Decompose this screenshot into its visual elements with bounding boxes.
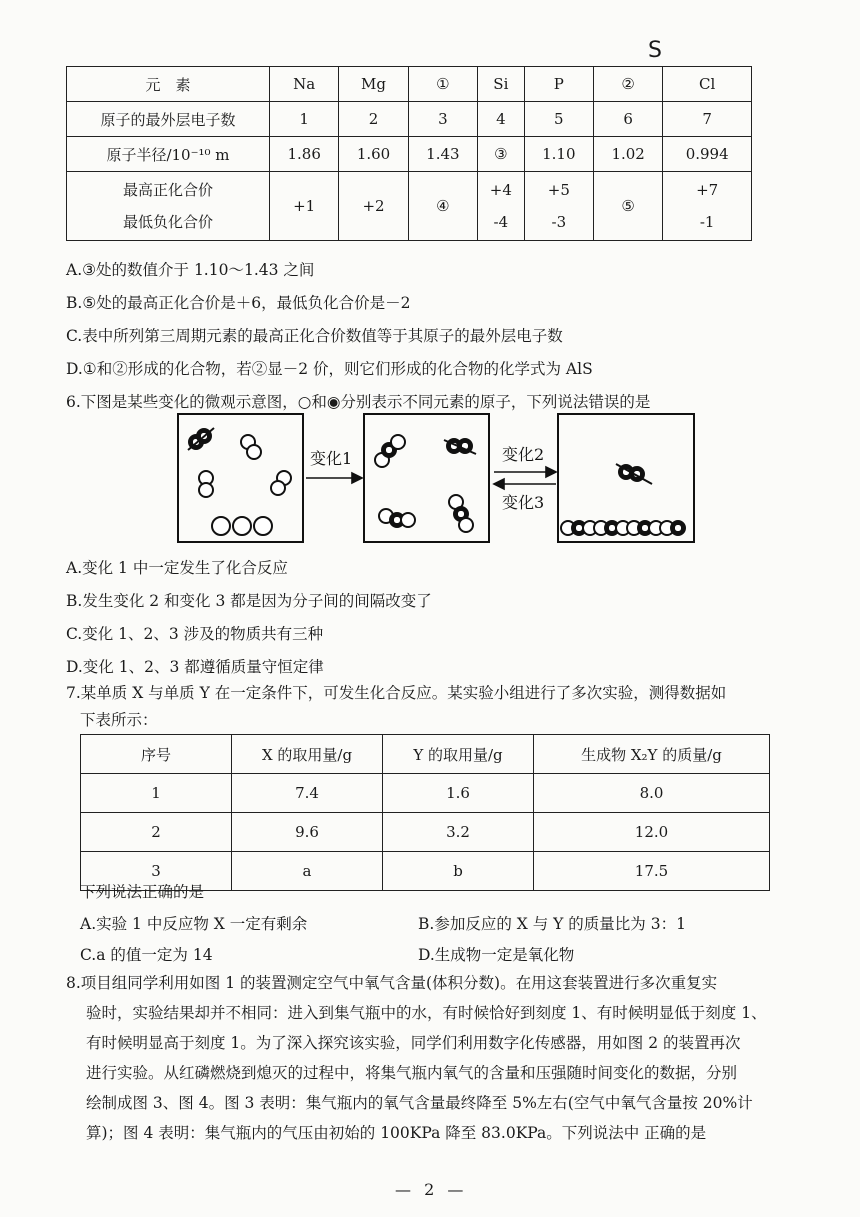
molecules-box-2 — [375, 435, 476, 532]
table-cell: a — [232, 852, 383, 891]
table-header-cell: X 的取用量/g — [232, 735, 383, 774]
q6-option-c: C.变化 1、2、3 涉及的物质共有三种 — [66, 625, 324, 643]
table-header-cell: ① — [408, 67, 477, 102]
table-row — [67, 67, 752, 102]
valence-value: +7 — [696, 181, 719, 199]
q7-question: 下列说法正确的是 — [80, 883, 205, 901]
q7-option-c: C.a 的值一定为 14 — [80, 946, 213, 964]
q7-stem-line2: 下表所示： — [80, 711, 158, 729]
table-cell: b — [383, 852, 534, 891]
q5-option-a: A.③处的数值介于 1.10～1.43 之间 — [66, 261, 315, 279]
table-row — [81, 735, 770, 774]
q8-paragraph — [66, 968, 776, 1148]
page-number: — 2 — — [395, 1180, 468, 1199]
q6-stem: 6.下图是某些变化的微观示意图，○和◉分别表示不同元素的原子，下列说法错误的是 — [66, 393, 651, 411]
q5-option-b: B.⑤处的最高正化合价是＋6，最低负化合价是－2 — [66, 294, 411, 312]
table-cell: 17.5 — [534, 852, 770, 891]
table-cell: 1.6 — [383, 774, 534, 813]
q8-line: 验时，实验结果却并不相同：进入到集气瓶中的水，有时候恰好到刻度 1、有时候明显低于刻度 1、 — [86, 1004, 767, 1022]
table-row — [67, 172, 752, 241]
table-cell — [478, 172, 525, 241]
valence-high-label: 最高正化合价 — [122, 181, 213, 199]
table-cell: 3.2 — [383, 813, 534, 852]
table-cell: 1 — [270, 102, 339, 137]
molecules-box-1 — [188, 428, 291, 535]
table-cell: 3 — [408, 102, 477, 137]
table-cell: 6 — [593, 102, 662, 137]
table-cell: 1.10 — [524, 137, 593, 172]
table-row — [67, 102, 752, 137]
table-cell: 0.994 — [663, 137, 752, 172]
table-cell: +1 — [270, 172, 339, 241]
q8-line: 算)；图 4 表明：集气瓶内的气压由初始的 100KPa 降至 83.0KPa。下列说法中 正确的是 — [86, 1124, 707, 1142]
table-cell: +2 — [339, 172, 408, 241]
handwritten-mark: S — [648, 38, 662, 63]
table-row — [67, 137, 752, 172]
q8-line: 进行实验。从红磷燃烧到熄灭的过程中，将集气瓶内氧气的含量和压强随时间变化的数据，分别 — [86, 1064, 738, 1082]
valence-low-label: 最低负化合价 — [122, 213, 213, 231]
micro-diagram — [176, 412, 696, 547]
q7-option-d: D.生成物一定是氧化物 — [418, 946, 575, 964]
table-cell: 3 — [81, 852, 232, 891]
table-cell: 5 — [524, 102, 593, 137]
q5-option-d: D.①和②形成的化合物，若②显－2 价，则它们形成的化合物的化学式为 AlS — [66, 360, 593, 378]
table-header-cell: 元 素 — [67, 67, 270, 102]
table-cell — [663, 172, 752, 241]
q8-line: 绘制成图 3、图 4。图 3 表明：集气瓶内的氧气含量最终降至 5%左右(空气中氧气含量按 20%计 — [86, 1094, 753, 1112]
q6-option-b: B.发生变化 2 和变化 3 都是因为分子间的间隔改变了 — [66, 592, 432, 610]
q8-line: 有时候明显高于刻度 1。为了深入探究该实验，同学们利用数字化传感器，用如图 2 的装置再次 — [86, 1034, 741, 1052]
table-header-cell: 序号 — [81, 735, 232, 774]
row-label — [67, 172, 270, 241]
table-cell: 8.0 — [534, 774, 770, 813]
table-header-cell: Cl — [663, 67, 752, 102]
change2-label: 变化2 — [502, 445, 545, 464]
valence-value: -1 — [699, 213, 715, 231]
table-cell: 2 — [339, 102, 408, 137]
table-cell — [524, 172, 593, 241]
row-label: 原子的最外层电子数 — [67, 102, 270, 137]
q7-option-b: B.参加反应的 X 与 Y 的质量比为 3：1 — [418, 915, 686, 933]
valence-value: -4 — [493, 213, 509, 231]
element-table — [66, 66, 752, 241]
valence-value: -3 — [551, 213, 567, 231]
table-cell: ④ — [408, 172, 477, 241]
table-cell: 1.86 — [270, 137, 339, 172]
molecules-box-3 — [561, 464, 685, 535]
valence-value: +5 — [547, 181, 570, 199]
table-cell: 1.43 — [408, 137, 477, 172]
table-cell: 1.02 — [593, 137, 662, 172]
table-cell: 7 — [663, 102, 752, 137]
q6-option-d: D.变化 1、2、3 都遵循质量守恒定律 — [66, 658, 324, 676]
table-cell: 4 — [478, 102, 525, 137]
q7-stem-line1: 7.某单质 X 与单质 Y 在一定条件下，可发生化合反应。某实验小组进行了多次实验，测得数据如 — [66, 684, 727, 702]
table-cell: 1 — [81, 774, 232, 813]
table-header-cell: Mg — [339, 67, 408, 102]
table-cell: 1.60 — [339, 137, 408, 172]
table-cell: 12.0 — [534, 813, 770, 852]
table-cell: ⑤ — [593, 172, 662, 241]
table-header-cell: Y 的取用量/g — [383, 735, 534, 774]
table-header-cell: 生成物 X₂Y 的质量/g — [534, 735, 770, 774]
table-header-cell: Si — [478, 67, 525, 102]
table-cell: 9.6 — [232, 813, 383, 852]
experiment-table — [80, 734, 770, 891]
table-cell: 7.4 — [232, 774, 383, 813]
table-row — [81, 813, 770, 852]
q8-line: 8.项目组同学利用如图 1 的装置测定空气中氧气含量(体积分数)。在用这套装置进行多次重复实 — [66, 974, 718, 992]
q6-option-a: A.变化 1 中一定发生了化合反应 — [66, 559, 288, 577]
table-cell: 2 — [81, 813, 232, 852]
table-header-cell: ② — [593, 67, 662, 102]
table-cell: ③ — [478, 137, 525, 172]
table-header-cell: Na — [270, 67, 339, 102]
q7-option-a: A.实验 1 中反应物 X 一定有剩余 — [80, 915, 308, 933]
row-label: 原子半径/10⁻¹⁰ m — [67, 137, 270, 172]
change3-label: 变化3 — [502, 493, 545, 512]
table-row — [81, 774, 770, 813]
q5-option-c: C.表中所列第三周期元素的最高正化合价数值等于其原子的最外层电子数 — [66, 327, 563, 345]
change1-label: 变化1 — [310, 449, 353, 468]
table-header-cell: P — [524, 67, 593, 102]
valence-value: +4 — [489, 181, 512, 199]
